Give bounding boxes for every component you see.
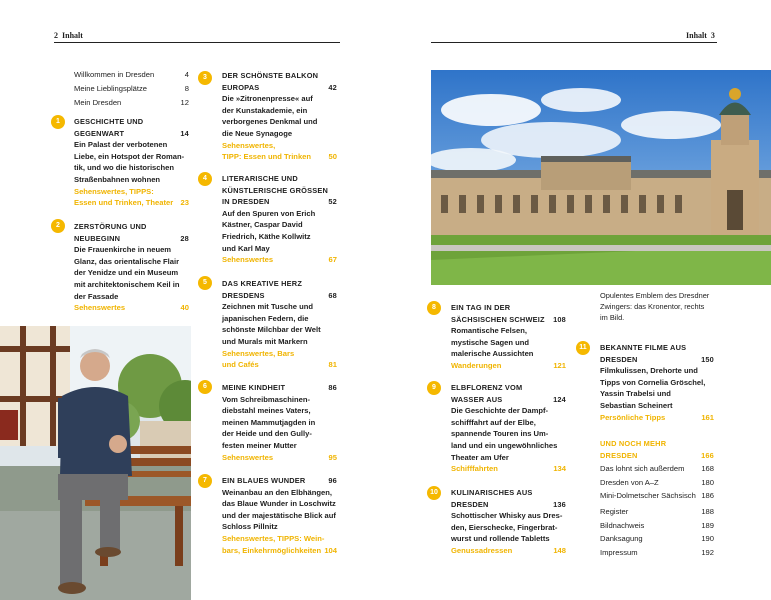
chapter-badge: 5 [198, 276, 212, 290]
chapter-badge: 9 [427, 381, 441, 395]
list-item: Bildnachweis 189 [600, 520, 714, 530]
chapter-entry: KULINARISCHES AUS DRESDEN 136 Schottischer Whisky aus Dres- den, Eierschecke, Fingerbrat- wurst und rollende Tabletts Genussadressen 148 [451, 488, 566, 555]
left-header-title: Inhalt [62, 31, 83, 40]
chapter-badge: 2 [51, 219, 65, 233]
intro-list [74, 69, 189, 109]
list-item: Meine Lieblingsplätze 8 [74, 84, 189, 94]
right-header-title: Inhalt [686, 31, 707, 40]
left-header-rule [54, 42, 340, 43]
list-item: Danksagung 190 [600, 534, 714, 544]
chapter-badge: 10 [427, 486, 441, 500]
chapter-badge: 7 [198, 474, 212, 488]
list-item: Mini-Dolmetscher Sächsisch 186 [600, 491, 714, 501]
author-photo [0, 326, 191, 600]
left-page-number: 2 [54, 31, 58, 40]
chapter-entry: EIN TAG IN DER SÄCHSISCHEN SCHWEIZ 108 Romantische Felsen, mystische Sagen und malerische Aussichten Wanderungen 121 [451, 303, 566, 370]
chapter-entry: MEINE KINDHEIT 86 Vom Schreibmaschinen- diebstahl meines Vaters, meinen Mammutjagden in der Heide und den Gully- festen meiner Mutter Sehenswertes 95 [222, 383, 337, 462]
chapter-badge: 11 [576, 341, 590, 355]
right-running-header [686, 30, 715, 42]
chapter-badge: 6 [198, 380, 212, 394]
chapter-entry: BEKANNTE FILME AUS DRESDEN 150 Filmkulissen, Drehorte und Tipps von Cornelia Gröschel, Yassin Trabelsi und Sebastian Scheinert Persönliche Tipps 161 [600, 343, 714, 422]
list-item: Dresden von A–Z 180 [600, 477, 714, 487]
chapter-entry: LITERARISCHE UND KÜNSTLERISCHE GRÖSSEN IN DRESDEN 52 Auf den Spuren von Erich Kästner, Caspar David Friedrich, Käthe Kollwitz und Karl May Sehenswertes 67 [222, 174, 337, 265]
appendix-list [600, 506, 714, 558]
list-item: Impressum 192 [600, 547, 714, 557]
right-page-number: 3 [710, 31, 715, 40]
photo-caption: Opulentes Emblem des Dresdner Zwingers: das Kronentor, rechts im Bild. [600, 291, 710, 322]
right-header-rule [431, 42, 717, 43]
list-item: Das lohnt sich außerdem 168 [600, 464, 714, 474]
chapter-entry: DER SCHÖNSTE BALKON EUROPAS 42 Die »Zitronenpresse« auf der Kunstakademie, ein verborgenes Denkmal und die Neue Synagoge Sehenswertes, TIPP: Essen und Trinken 50 [222, 71, 337, 162]
list-item: Willkommen in Dresden 4 [74, 70, 189, 79]
chapter-entry: GESCHICHTE UND GEGENWART 14 Ein Palast der verbotenen Liebe, ein Hotspot der Roman- tik, und wo die historischen Straßenbahnen wohnen Sehenswertes, TIPPS: Essen und Trinken, Theater 23 [74, 117, 189, 208]
zwinger-photo [431, 70, 771, 285]
chapter-badge: 3 [198, 71, 212, 85]
chapter-entry: ZERSTÖRUNG UND NEUBEGINN 28 Die Frauenkirche in neuem Glanz, das orientalische Flair der Yenidze und ein Museum mit architektonischem Keil in der Fassade Sehenswertes 40 [74, 222, 189, 313]
chapter-entry: EIN BLAUES WUNDER 96 Weinanbau an den Elbhängen, das Blaue Wunder in Loschwitz und der majestätische Blick auf Schloss Pillnitz Sehenswertes, TIPPS: Wein- bars, Einkehrmöglichkeiten 104 [222, 476, 337, 555]
chapter-entry: ELBFLORENZ VOM WASSER AUS 124 Die Geschichte der Dampf- schifffahrt auf der Elbe, spannende Touren ins Um- land und ein ungewöhnliches Theater am Ufer Schifffahrten 134 [451, 383, 566, 474]
chapter-badge: 1 [51, 115, 65, 129]
chapter-badge: 4 [198, 172, 212, 186]
left-running-header [54, 30, 83, 42]
chapter-badge: 8 [427, 301, 441, 315]
list-item: Register 188 [600, 507, 714, 516]
list-item: Mein Dresden 12 [74, 98, 189, 108]
chapter-title: GESCHICHTE UND [74, 117, 144, 126]
chapter-entry: DAS KREATIVE HERZ DRESDENS 68 Zeichnen mit Tusche und japanischen Federn, die schönste Milchbar der Welt und Murals mit Markern Sehenswertes, Bars und Cafés 81 [222, 279, 337, 370]
more-section: UND NOCH MEHR DRESDEN 166 Das lohnt sich außerdem 168 Dresden von A–Z 180 Mini-Dolmetscher Sächsisch 186 [600, 439, 714, 501]
